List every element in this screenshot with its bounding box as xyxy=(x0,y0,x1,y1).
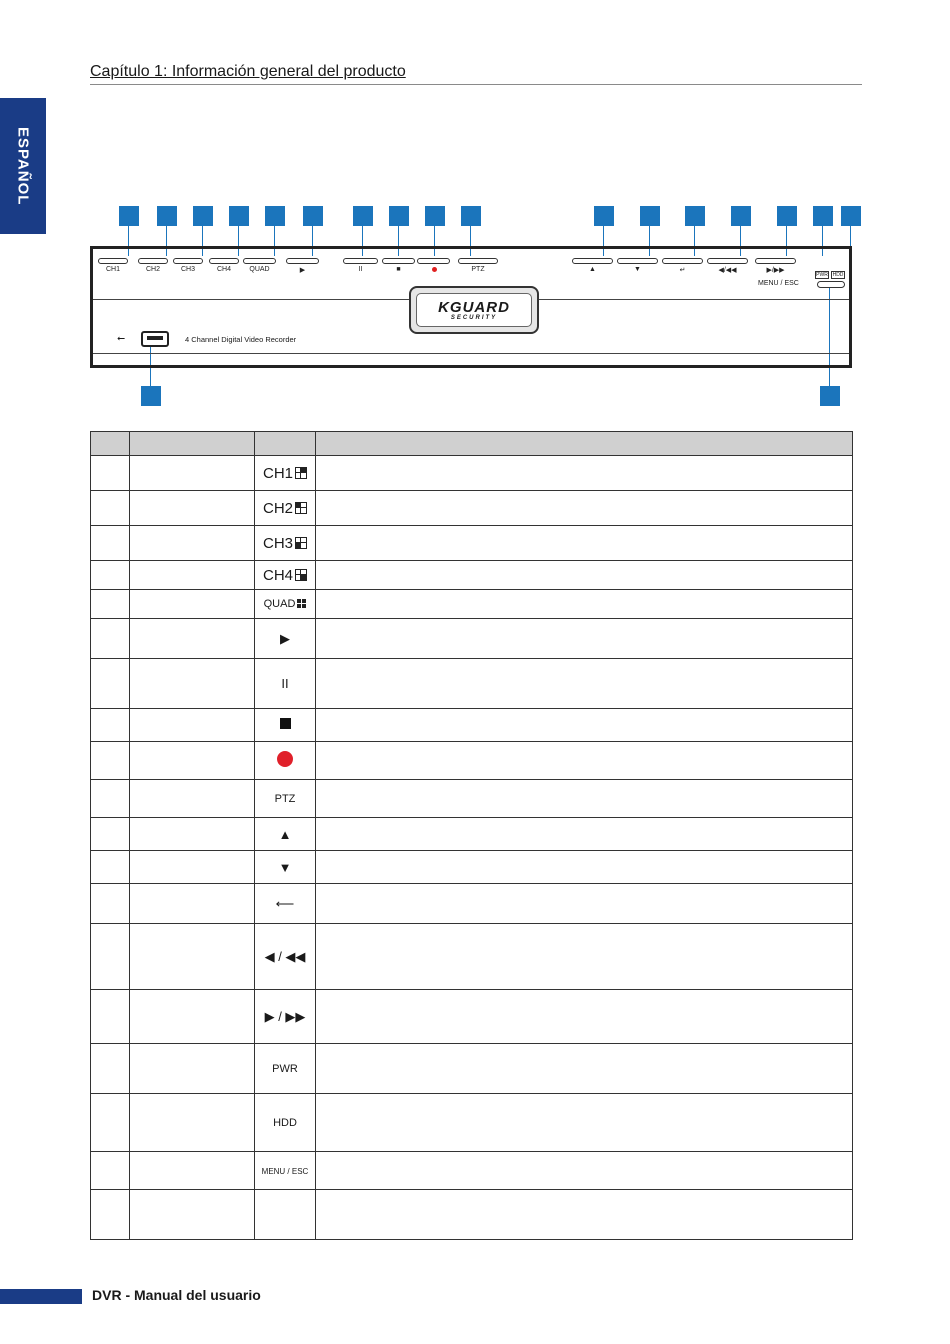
panel-button-label: QUAD xyxy=(249,266,270,273)
table-cell xyxy=(130,884,255,924)
callout-marker xyxy=(594,206,614,226)
table-cell xyxy=(130,590,255,619)
panel-button xyxy=(617,258,658,264)
icon-cell xyxy=(255,884,316,924)
callout-marker xyxy=(141,386,161,406)
button-description-table xyxy=(90,431,853,1240)
icon-cell xyxy=(255,526,316,561)
hdd-led: HDD xyxy=(832,272,844,278)
table-cell xyxy=(91,659,130,709)
table-cell xyxy=(316,491,853,526)
header-cell xyxy=(130,432,255,456)
model-text: 4 Channel Digital Video Recorder xyxy=(185,335,297,344)
icon-cell xyxy=(255,1152,316,1190)
channel-label: CH2 xyxy=(262,499,293,517)
icon-cell xyxy=(255,1094,316,1152)
table-cell xyxy=(316,742,853,780)
table-row xyxy=(91,456,853,491)
icon-cell xyxy=(255,561,316,590)
panel-button-label: ▶/▶▶ xyxy=(766,267,785,274)
table-row xyxy=(91,526,853,561)
stop-icon xyxy=(280,718,291,729)
table-cell xyxy=(91,619,130,659)
panel-button-label: PTZ xyxy=(471,266,485,273)
table-row xyxy=(91,924,853,990)
callout-marker xyxy=(841,206,861,226)
usb-port xyxy=(141,331,169,347)
table-cell xyxy=(130,742,255,780)
panel-button-label: CH3 xyxy=(180,266,195,273)
panel-button-label: CH1 xyxy=(105,266,120,273)
table-row xyxy=(91,491,853,526)
table-header-row xyxy=(91,432,853,456)
table-cell xyxy=(316,456,853,491)
panel-button xyxy=(243,258,276,264)
chapter-title: Capítulo 1: Información general del producto xyxy=(90,63,406,80)
table-row xyxy=(91,561,853,590)
icon-cell xyxy=(255,1044,316,1094)
button-symbol-icon: ▼ xyxy=(278,859,292,875)
panel-button xyxy=(98,258,128,264)
callout-marker xyxy=(193,206,213,226)
panel-button xyxy=(755,258,796,264)
table-cell xyxy=(316,990,853,1044)
table-cell xyxy=(316,619,853,659)
table-cell xyxy=(91,924,130,990)
header-cell xyxy=(255,432,316,456)
table-row xyxy=(91,818,853,851)
icon-cell xyxy=(255,456,316,491)
table-cell xyxy=(91,1190,130,1240)
table-cell xyxy=(130,818,255,851)
callout-marker xyxy=(229,206,249,226)
table-row xyxy=(91,619,853,659)
table-row xyxy=(91,1152,853,1190)
table-cell xyxy=(130,780,255,818)
callout-marker xyxy=(813,206,833,226)
panel-button xyxy=(343,258,378,264)
table-cell xyxy=(130,709,255,742)
panel-button-label: ◀/◀◀ xyxy=(718,267,737,274)
channel-grid-icon xyxy=(295,537,307,549)
icon-cell xyxy=(255,1190,316,1240)
icon-cell xyxy=(255,818,316,851)
button-symbol-icon: ▶ xyxy=(280,630,290,646)
panel-button-label: ▲ xyxy=(589,266,596,273)
panel-button-label: ▶ xyxy=(299,267,306,274)
logo-inner xyxy=(416,293,532,327)
icon-cell xyxy=(255,659,316,709)
icon-cell xyxy=(255,590,316,619)
icon-cell xyxy=(255,709,316,742)
button-label: PTZ xyxy=(274,792,296,805)
table-row xyxy=(91,1044,853,1094)
callout-marker xyxy=(265,206,285,226)
callout-marker xyxy=(157,206,177,226)
panel-button xyxy=(662,258,703,264)
logo-sub-text: SECURITY xyxy=(450,314,498,321)
callout-marker xyxy=(353,206,373,226)
callout-marker xyxy=(461,206,481,226)
icon-cell xyxy=(255,742,316,780)
callout-marker xyxy=(119,206,139,226)
table-row xyxy=(91,1190,853,1240)
panel-button xyxy=(173,258,203,264)
button-symbol-icon: II xyxy=(281,676,289,691)
channel-grid-icon xyxy=(295,502,307,514)
record-dot-icon xyxy=(432,267,437,272)
quad-label: QUAD xyxy=(263,598,296,610)
channel-label: CH3 xyxy=(262,534,293,552)
button-symbol-icon: ▲ xyxy=(278,826,292,842)
table-row xyxy=(91,659,853,709)
callout-marker xyxy=(731,206,751,226)
table-row xyxy=(91,590,853,619)
table-cell xyxy=(91,590,130,619)
table-cell xyxy=(91,526,130,561)
table-cell xyxy=(130,1044,255,1094)
button-label: MENU / ESC xyxy=(261,1166,309,1176)
button-label: PWR xyxy=(272,1062,298,1075)
table-cell xyxy=(91,851,130,884)
icon-cell xyxy=(255,924,316,990)
table-cell xyxy=(91,780,130,818)
icon-cell xyxy=(255,491,316,526)
brand-logo xyxy=(409,286,539,334)
table-cell xyxy=(316,709,853,742)
panel-button-label: CH2 xyxy=(145,266,160,273)
button-label: HDD xyxy=(273,1116,297,1129)
panel-button-label: ▼ xyxy=(634,266,641,273)
icon-cell xyxy=(255,780,316,818)
table-cell xyxy=(91,561,130,590)
callout-marker xyxy=(820,386,840,406)
button-symbol-icon: ⟵ xyxy=(275,895,295,911)
table-cell xyxy=(316,1152,853,1190)
table-cell xyxy=(316,924,853,990)
table-cell xyxy=(91,1152,130,1190)
table-row xyxy=(91,884,853,924)
table-cell xyxy=(316,884,853,924)
channel-grid-icon xyxy=(295,569,307,581)
table-cell xyxy=(91,818,130,851)
table-cell xyxy=(130,1094,255,1152)
icon-cell xyxy=(255,619,316,659)
table-cell xyxy=(130,990,255,1044)
table-cell xyxy=(130,851,255,884)
table-cell xyxy=(91,709,130,742)
footer-title: DVR - Manual del usuario xyxy=(92,1287,261,1303)
icon-cell xyxy=(255,851,316,884)
quad-grid-icon xyxy=(297,599,306,608)
button-symbol-icon: ▶ / ▶▶ xyxy=(264,1008,306,1024)
panel-divider xyxy=(93,353,849,354)
table-cell xyxy=(316,851,853,884)
table-cell xyxy=(130,561,255,590)
callout-marker xyxy=(303,206,323,226)
panel-button-label: CH4 xyxy=(216,266,231,273)
panel-button xyxy=(138,258,168,264)
table-row xyxy=(91,1094,853,1152)
menu-esc-label: MENU / ESC xyxy=(758,280,799,287)
table-cell xyxy=(130,1152,255,1190)
table-cell xyxy=(316,1044,853,1094)
language-tab-label: ESPAÑOL xyxy=(14,126,32,206)
table-cell xyxy=(316,561,853,590)
panel-button-label: ■ xyxy=(396,266,401,273)
panel-button xyxy=(458,258,498,264)
panel-button xyxy=(707,258,748,264)
header-cell xyxy=(91,432,130,456)
table-cell xyxy=(130,491,255,526)
table-cell xyxy=(91,491,130,526)
dvr-front-panel xyxy=(90,246,852,368)
record-icon xyxy=(277,751,293,767)
table-row xyxy=(91,990,853,1044)
panel-button xyxy=(209,258,239,264)
table-cell xyxy=(316,659,853,709)
table-cell xyxy=(130,1190,255,1240)
page-header xyxy=(90,60,862,85)
table-cell xyxy=(91,884,130,924)
table-cell xyxy=(91,1094,130,1152)
callout-marker xyxy=(640,206,660,226)
panel-button xyxy=(572,258,613,264)
table-row xyxy=(91,742,853,780)
table-cell xyxy=(130,659,255,709)
table-row xyxy=(91,780,853,818)
callout-marker xyxy=(777,206,797,226)
channel-label: CH4 xyxy=(262,566,293,584)
table-cell xyxy=(91,1044,130,1094)
table-cell xyxy=(316,780,853,818)
channel-label: CH1 xyxy=(262,464,293,482)
table-cell xyxy=(130,619,255,659)
table-row xyxy=(91,709,853,742)
front-panel-diagram xyxy=(0,200,950,410)
panel-button xyxy=(417,258,450,264)
usb-icon: ⭠ xyxy=(117,333,125,344)
panel-button xyxy=(286,258,319,264)
table-cell xyxy=(316,1190,853,1240)
callout-marker xyxy=(389,206,409,226)
table-cell xyxy=(91,742,130,780)
table-cell xyxy=(91,990,130,1044)
table-row xyxy=(91,851,853,884)
table-cell xyxy=(91,456,130,491)
table-cell xyxy=(316,818,853,851)
panel-button-label: ↵ xyxy=(679,267,686,274)
table-cell xyxy=(130,526,255,561)
button-symbol-icon: ◀ / ◀◀ xyxy=(264,948,306,964)
logo-main-text: KGUARD xyxy=(438,298,510,316)
table-cell xyxy=(316,526,853,561)
table-cell xyxy=(130,456,255,491)
header-cell xyxy=(316,432,853,456)
icon-cell xyxy=(255,990,316,1044)
panel-button-label: II xyxy=(358,266,363,273)
channel-grid-icon xyxy=(295,467,307,479)
table-cell xyxy=(130,924,255,990)
menu-esc-button xyxy=(817,281,845,288)
table-cell xyxy=(316,1094,853,1152)
callout-marker xyxy=(425,206,445,226)
footer-accent-bar xyxy=(0,1289,82,1304)
panel-button xyxy=(382,258,415,264)
table-cell xyxy=(316,590,853,619)
callout-marker xyxy=(685,206,705,226)
pwr-led: PWR xyxy=(816,272,828,278)
